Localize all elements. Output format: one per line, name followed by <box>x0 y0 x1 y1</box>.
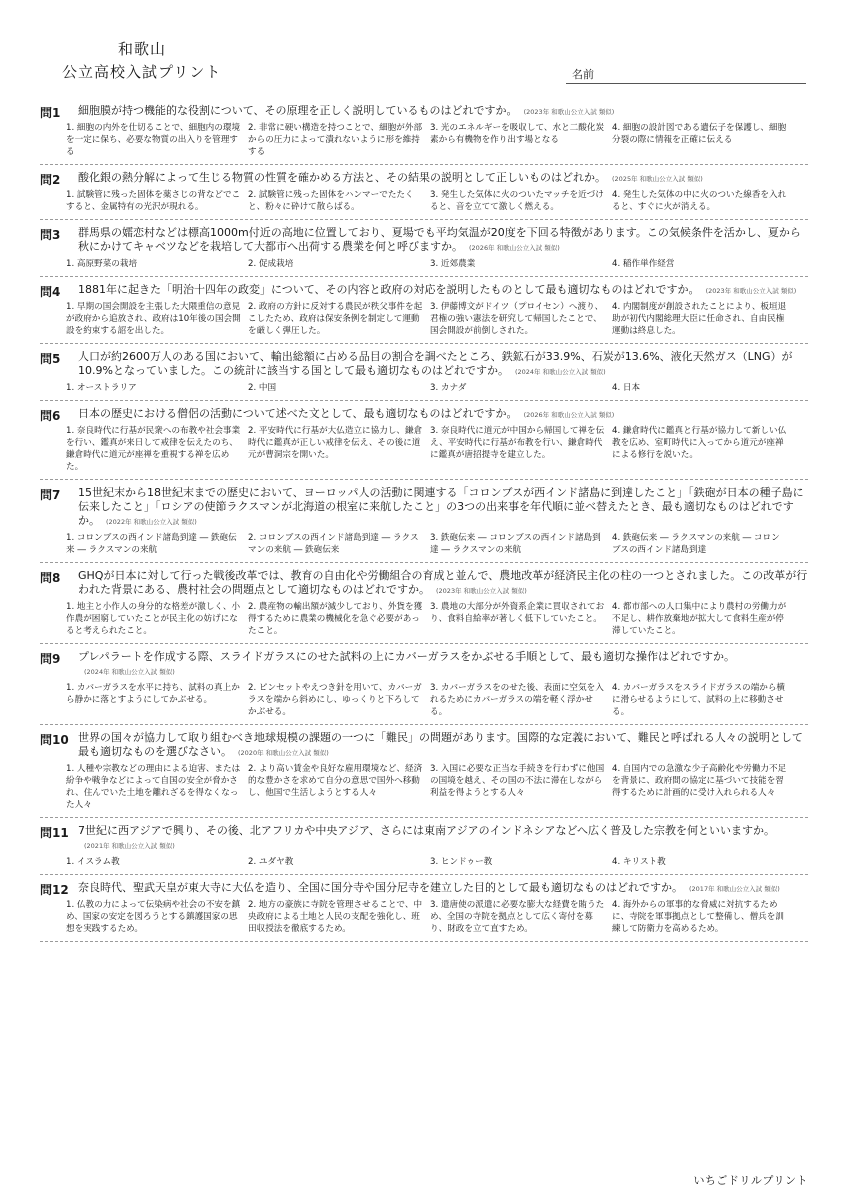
question-body: 人口が約2600万人のある国において、輸出総額に占める品目の割合を調べたところ、鉄鉱石が33.9%、石炭が13.6%、液化天然ガス（LNG）が10.9%となっていました。この統計に該当する国として最も適切なものはどれですか。 <box>78 350 793 377</box>
choice-row <box>66 382 808 394</box>
choice-row <box>66 763 808 811</box>
header-subtitle: 公立高校入試プリント <box>62 63 222 81</box>
question-7 <box>40 486 808 563</box>
header-prefecture: 和歌山 <box>118 40 167 58</box>
question-text <box>78 350 808 379</box>
question-number: 問8 <box>40 571 61 585</box>
question-number: 問1 <box>40 106 61 120</box>
choice-3[interactable]: 3. 発生した気体に火のついたマッチを近づけると、音を立てて激しく燃える。 <box>430 190 604 212</box>
question-body: 15世紀末から18世紀末までの歴史において、ヨーロッパ人の活動に関連する「コロンブスが西インド諸島に到達したこと」「鉄砲が日本の種子島に伝来したこと」「ロシアの使節ラクスマンが北海道の根室に来航したこと」の3つの出来事を年代順に並べ替えたとき、最も適切なものはどれですか。 <box>78 486 804 527</box>
choice-2[interactable]: 2. 促成栽培 <box>248 259 294 269</box>
choice-4[interactable]: 4. 鎌倉時代に鑑真と行基が協力して新しい仏教を広め、室町時代に入ってから道元が座禅による修行を説いた。 <box>612 426 787 460</box>
choice-4[interactable]: 4. 都市部への人口集中により農村の労働力が不足し、耕作放棄地が拡大して食料生産が停滞していたこと。 <box>612 602 787 636</box>
question-text <box>78 226 808 255</box>
question-number: 問11 <box>40 826 69 840</box>
question-3 <box>40 226 808 277</box>
question-text <box>78 824 808 853</box>
choice-1[interactable]: 1. 細胞の内外を仕切ることで、細胞内の環境を一定に保ち、必要な物質の出入りを管理する <box>66 123 241 157</box>
choice-3[interactable]: 3. 鉄砲伝来 ― コロンブスの西インド諸島到達 ― ラクスマンの来航 <box>430 533 601 555</box>
question-body: 1881年に起きた「明治十四年の政変」について、その内容と政府の対応を説明したものとして最も適切なものはどれですか。 <box>78 283 700 296</box>
choice-3[interactable]: 3. 奈良時代に道元が中国から帰国して禅を伝え、平安時代に行基が布教を行い、鎌倉時代に鑑真が唐招提寺を建立した。 <box>430 426 605 460</box>
question-number: 問10 <box>40 733 69 747</box>
question-text <box>78 486 808 529</box>
choice-2[interactable]: 2. ピンセットやえつき針を用いて、カバーガラスを端から斜めにし、ゆっくりと下ろしてかぶせる。 <box>248 683 422 717</box>
question-text <box>78 104 808 119</box>
choice-2[interactable]: 2. 平安時代に行基が大仏造立に協力し、鎌倉時代に鑑真が正しい戒律を伝え、その後に道元が曹洞宗を開いた。 <box>248 426 423 460</box>
choice-row <box>66 122 808 158</box>
choice-4[interactable]: 4. 内閣制度が創設されたことにより、板垣退助が初代内閣総理大臣に任命され、自由民権運動は終息した。 <box>612 302 787 336</box>
question-source: (2021年 和歌山公立入試 類似) <box>84 842 175 850</box>
question-12 <box>40 881 808 942</box>
question-body: GHQが日本に対して行った戦後改革では、教育の自由化や労働組合の育成と並んで、農地改革が経済民主化の柱の一つとされました。この改革が行われた背景にある、農村社会の問題点として適切なものはどれですか。 <box>78 569 808 596</box>
choice-1[interactable]: 1. カバーガラスを水平に持ち、試料の真上から静かに落とすようにしてかぶせる。 <box>66 683 240 705</box>
question-5 <box>40 350 808 401</box>
question-number: 問12 <box>40 883 69 897</box>
question-body: 酸化銀の熱分解によって生じる物質の性質を確かめる方法と、その結果の説明として正しいものはどれか。 <box>78 171 606 184</box>
question-body: 細胞膜が持つ機能的な役割について、その原理を正しく説明しているものはどれですか。 <box>78 104 518 117</box>
question-number: 問6 <box>40 409 61 423</box>
choice-4[interactable]: 4. 稲作単作経営 <box>612 259 675 269</box>
question-8 <box>40 569 808 644</box>
choice-row <box>66 682 808 718</box>
question-number: 問7 <box>40 488 61 502</box>
question-text <box>78 731 808 760</box>
question-text <box>78 407 808 422</box>
choice-row <box>66 532 808 556</box>
choice-1[interactable]: 1. 人種や宗教などの理由による迫害、または紛争や戦争などによって自国の安全が脅かされ、住んでいた土地を離れざるを得なくなった人々 <box>66 764 241 810</box>
question-11 <box>40 824 808 875</box>
choice-2[interactable]: 2. コロンブスの西インド諸島到達 ― ラクスマンの来航 ― 鉄砲伝来 <box>248 533 419 555</box>
question-text <box>78 650 808 679</box>
choice-row <box>66 856 808 868</box>
choice-3[interactable]: 3. 入国に必要な正当な手続きを行わずに他国の国境を越え、その国の不法に滞在しながら利益を得ようとする人々 <box>430 764 605 798</box>
question-number: 問3 <box>40 228 61 242</box>
question-source: (2023年 和歌山公立入試 類似) <box>523 108 615 116</box>
choice-3[interactable]: 3. 伊藤博文がドイツ（プロイセン）へ渡り、君権の強い憲法を研究して帰国したことで、国会開設が前倒しされた。 <box>430 302 604 336</box>
choice-1[interactable]: 1. オーストラリア <box>66 383 137 393</box>
choice-row <box>66 258 808 270</box>
choice-row <box>66 301 808 337</box>
question-6 <box>40 407 808 480</box>
choice-4[interactable]: 4. 細胞の設計図である遺伝子を保護し、細胞分裂の際に情報を正確に伝える <box>612 123 787 145</box>
question-source: (2026年 和歌山公立入試 類似) <box>469 244 560 252</box>
question-number: 問4 <box>40 285 61 299</box>
choice-2[interactable]: 2. 地方の豪族に寺院を管理させることで、中央政府による土地と人民の支配を強化し、班田収授法を徹底するため。 <box>248 900 423 934</box>
question-source: (2024年 和歌山公立入試 類似) <box>84 668 175 676</box>
question-4 <box>40 283 808 344</box>
choice-row <box>66 601 808 637</box>
question-body: 群馬県の嬬恋村などは標高1000m付近の高地に位置しており、夏場でも平均気温が20度を下回る特徴があります。この気候条件を活かし、夏から秋にかけてキャベツなどを栽培して大都市へ出荷する農業を何と呼びますか。 <box>78 226 801 253</box>
question-2 <box>40 171 808 220</box>
choice-3[interactable]: 3. カバーガラスをのせた後、表面に空気を入れるためにカバーガラスの端を軽く浮かせる。 <box>430 683 604 717</box>
question-number: 問5 <box>40 352 61 366</box>
question-text <box>78 171 808 186</box>
question-body: 7世紀に西アジアで興り、その後、北アフリカや中央アジア、さらには東南アジアのインドネシアなどへ広く普及した宗教を何といいますか。 <box>78 824 776 837</box>
question-source: (2017年 和歌山公立入試 類似) <box>689 885 780 893</box>
choice-2[interactable]: 2. 非常に硬い構造を持つことで、細胞が外部からの圧力によって潰れないように形を維持する <box>248 123 423 157</box>
question-text <box>78 569 808 598</box>
choice-2[interactable]: 2. 政府の方針に反対する農民が秩父事件を起こしたため、政府は保安条例を制定して運動を厳しく弾圧した。 <box>248 302 423 336</box>
choice-2[interactable]: 2. より高い賃金や良好な雇用環境など、経済的な豊かさを求めて自分の意思で国外へ移動し、他国で生活しようとする人々 <box>248 764 423 798</box>
choice-4[interactable]: 4. 海外からの軍事的な脅威に対抗するために、寺院を軍事拠点として整備し、僧兵を訓練して防衛力を高めるため。 <box>612 900 784 934</box>
question-source: (2022年 和歌山公立入試 類似) <box>106 518 197 526</box>
choice-1[interactable]: 1. 仏教の力によって伝染病や社会の不安を鎮め、国家の安定を図ろうとする鎮護国家の思想を実践するため。 <box>66 900 241 934</box>
choice-3[interactable]: 3. ヒンドゥー教 <box>430 857 493 867</box>
question-source: (2024年 和歌山公立入試 類似) <box>514 368 606 376</box>
choice-4[interactable]: 4. 日本 <box>612 383 641 393</box>
question-number: 問9 <box>40 652 61 666</box>
question-source: (2020年 和歌山公立入試 類似) <box>238 749 329 757</box>
choice-2[interactable]: 2. ユダヤ教 <box>248 857 294 867</box>
choice-4[interactable]: 4. キリスト教 <box>612 857 666 867</box>
choice-2[interactable]: 2. 試験管に残った固体をハンマーでたたくと、粉々に砕けて散らばる。 <box>248 190 414 212</box>
choice-2[interactable]: 2. 農産物の輸出額が減少しており、外貨を獲得するために農業の機械化を急ぐ必要があったこと。 <box>248 602 423 636</box>
question-body: 日本の歴史における僧侶の活動について述べた文として、最も適切なものはどれですか。 <box>78 407 518 420</box>
question-source: (2025年 和歌山公立入試 類似) <box>612 175 703 183</box>
choice-3[interactable]: 3. 農地の大部分が外資系企業に買収されており、食料自給率が著しく低下していたこと。 <box>430 602 605 624</box>
choice-4[interactable]: 4. カバーガラスをスライドガラスの端から横に滑らせるようにして、試料の上に移動させる。 <box>612 683 786 717</box>
choice-row <box>66 425 808 473</box>
question-number: 問2 <box>40 173 61 187</box>
question-source: (2023年 和歌山公立入試 類似) <box>705 287 797 295</box>
question-text <box>78 283 808 298</box>
choice-row <box>66 189 808 213</box>
question-body: 世界の国々が協力して取り組むべき地球規模の課題の一つに「難民」の問題があります。国際的な定義において、難民と呼ばれる人々の説明として最も適切なものを選びなさい。 <box>78 731 803 758</box>
question-source: (2023年 和歌山公立入試 類似) <box>436 587 527 595</box>
choice-4[interactable]: 4. 自国内での急激な少子高齢化や労働力不足を背景に、政府間の協定に基づいて技能を習得するために計画的に受け入れられる人々 <box>612 764 787 798</box>
question-9 <box>40 650 808 725</box>
name-label: 名前 <box>572 68 594 81</box>
choice-2[interactable]: 2. 中国 <box>248 383 277 393</box>
question-body: プレパラートを作成する際、スライドガラスにのせた試料の上にカバーガラスをかぶせる手順として、最も適切な操作はどれですか。 <box>78 650 736 663</box>
choice-3[interactable]: 3. 遣唐使の派遣に必要な膨大な経費を賄うため、全国の寺院を拠点として広く寄付を募り、財政を立て直すため。 <box>430 900 605 934</box>
choice-1[interactable]: 1. イスラム教 <box>66 857 120 867</box>
choice-row <box>66 899 808 935</box>
choice-4[interactable]: 4. 発生した気体の中に火のついた線香を入れると、すぐに火が消える。 <box>612 190 787 212</box>
choice-1[interactable]: 1. 高原野菜の栽培 <box>66 259 138 269</box>
question-body: 奈良時代、聖武天皇が東大寺に大仏を造り、全国に国分寺や国分尼寺を建立した目的として最も適切なものはどれですか。 <box>78 881 683 894</box>
choice-4[interactable]: 4. 鉄砲伝来 ― ラクスマンの来航 ― コロンブスの西インド諸島到達 <box>612 533 780 555</box>
question-source: (2026年 和歌山公立入試 類似) <box>523 411 615 419</box>
choice-1[interactable]: 1. コロンブスの西インド諸島到達 ― 鉄砲伝来 ― ラクスマンの来航 <box>66 533 237 555</box>
choice-3[interactable]: 3. 近郊農業 <box>430 259 476 269</box>
name-field-line[interactable] <box>566 83 806 84</box>
question-10 <box>40 731 808 818</box>
choice-3[interactable]: 3. カナダ <box>430 383 467 393</box>
choice-1[interactable]: 1. 早期の国会開設を主張した大隈重信の意見が政府から追放され、政府は10年後の国会開設を約束する詔を出した。 <box>66 302 241 336</box>
choice-3[interactable]: 3. 光のエネルギーを吸収して、水と二酸化炭素から有機物を作り出す場となる <box>430 123 605 145</box>
question-text <box>78 881 808 896</box>
question-list <box>40 104 808 948</box>
question-1 <box>40 104 808 165</box>
choice-1[interactable]: 1. 奈良時代に行基が民衆への布教や社会事業を行い、鑑真が来日して戒律を伝えたのち、鎌倉時代に道元が座禅を重視する禅を広めた。 <box>66 426 241 472</box>
choice-1[interactable]: 1. 地主と小作人の身分的な格差が激しく、小作農が困窮していたことが民主化の妨げになると考えられたこと。 <box>66 602 241 636</box>
footer-brand: いちごドリルプリント <box>693 1174 808 1187</box>
choice-1[interactable]: 1. 試験管に残った固体を薬さじの背などでこすると、金属特有の光沢が現れる。 <box>66 190 241 212</box>
